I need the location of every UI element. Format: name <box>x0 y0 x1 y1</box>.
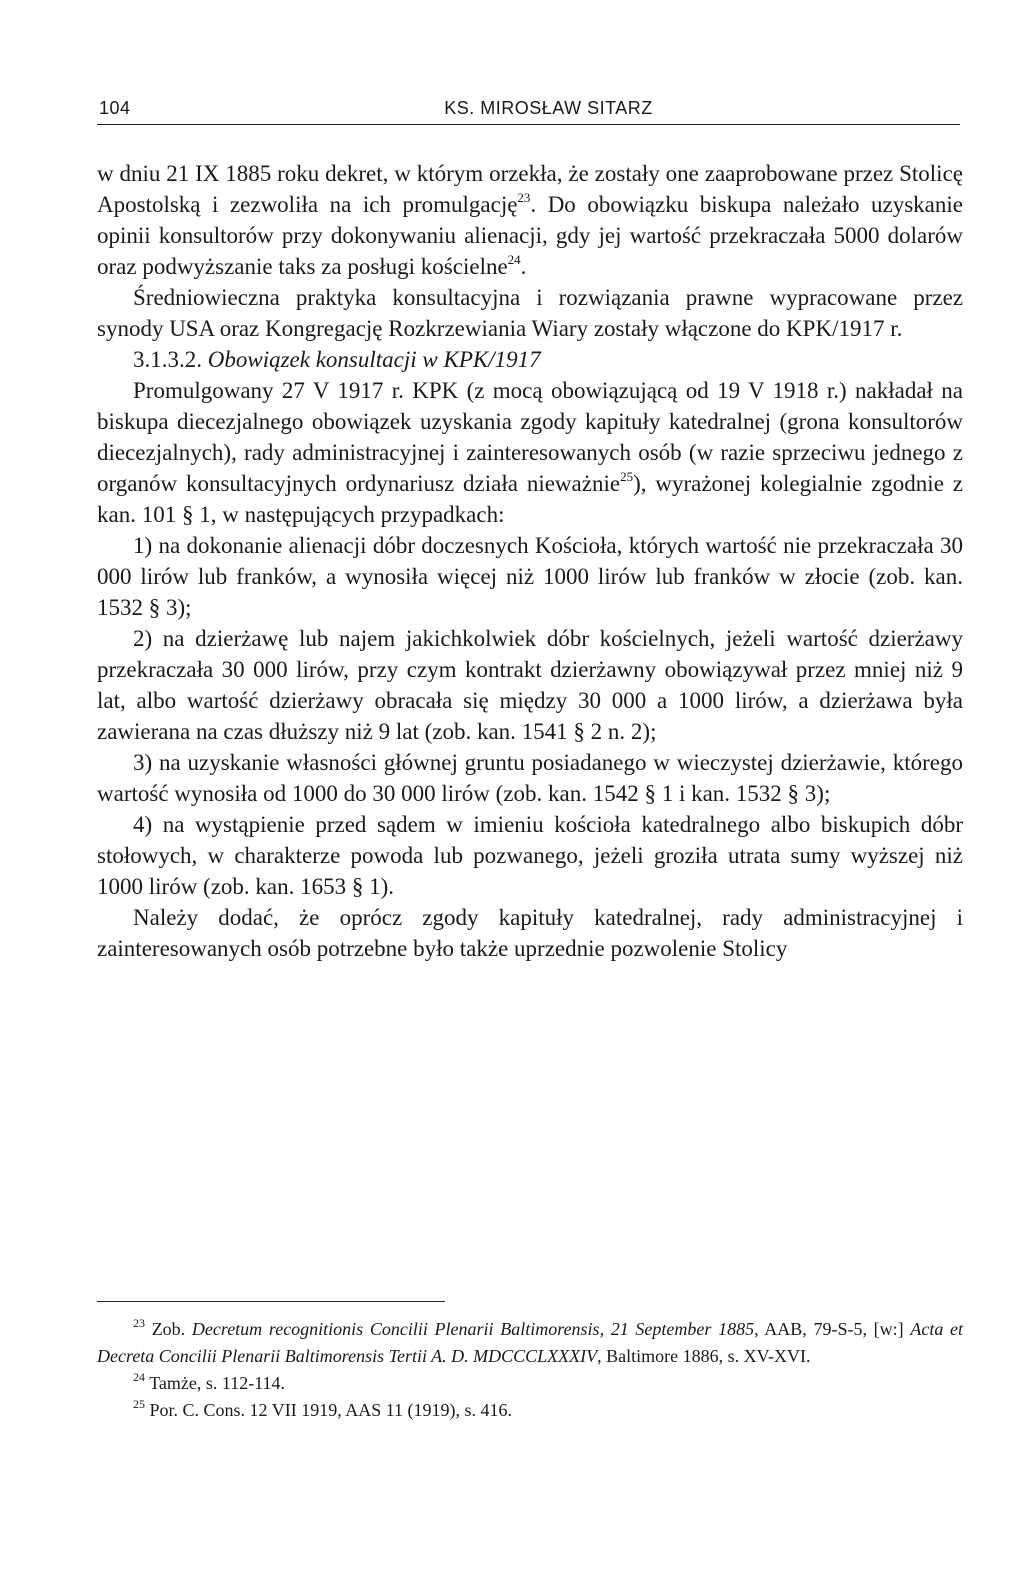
paragraph-1-text-b: . Do obowiązku biskupa należało uzyskanie opinii konsultorów przy dokonywaniu alienacji, gdy jej wartość przekraczała 5000 dolarów oraz podwyższanie taks za posługi kościelne <box>97 192 963 279</box>
footnote-text: , AAB, 79-S-5, [w:] <box>754 1319 911 1339</box>
footnote-title-italic: Decretum recognitionis Concilii Plenarii Baltimorensis, 21 September 1885 <box>191 1319 755 1339</box>
footnote-text: Tamże, s. 112-114. <box>149 1373 286 1393</box>
paragraph-4: Należy dodać, że oprócz zgody kapituły katedralnej, rady administracyjnej i zainteresowanych osób potrzebne było także uprzednie pozwolenie Stolicy <box>97 905 963 961</box>
footnote-text: Por. C. Cons. 12 VII 1919, AAS 11 (1919), s. 416. <box>149 1400 513 1420</box>
footnote-title-italic: Acta et Decreta Concilii Plenarii Baltimorensis Tertii A. D. MDCCCLXXXIV <box>97 1319 964 1366</box>
paragraph-1-text-c: . <box>520 254 527 279</box>
footnote-text: , Baltimore 1886, s. XV-XVI. <box>597 1346 811 1366</box>
list-item-2: 2) na dzierżawę lub najem jakichkolwiek dóbr kościelnych, jeżeli wartość dzierżawy przekraczała 30 000 lirów, przy czym kontrakt dzierżawny obowiązywał przez mniej niż 9 lat, albo wartość dzierżawy obracała się między 30 000 a 1000 lirów, a dzierżawa była zawierana na czas dłuższy niż 9 lat (zob. kan. 1541 § 2 n. 2); <box>97 626 963 744</box>
footnote-ref-24: 24 <box>507 252 521 267</box>
section-title: Obowiązek konsultacji w KPK/1917 <box>207 347 541 372</box>
main-text <box>97 158 963 964</box>
footnote-ref-23: 23 <box>517 190 531 205</box>
footnote-text: Zob. <box>151 1319 192 1339</box>
section-number: 3.1.3.2. <box>133 347 202 372</box>
footnote-ref-25: 25 <box>620 469 634 484</box>
footnote-number: 24 <box>133 1370 145 1384</box>
footnote-number: 25 <box>133 1397 145 1411</box>
list-item-3: 3) na uzyskanie własności głównej gruntu posiadanego w wieczystej dzierżawie, którego wartość wynosiła od 1000 do 30 000 lirów (zob. kan. 1542 § 1 i kan. 1532 § 3); <box>97 750 963 806</box>
paragraph-1 <box>97 158 963 282</box>
footnote-24 <box>97 1370 963 1397</box>
section-heading <box>97 344 963 375</box>
footnote-25 <box>97 1397 963 1424</box>
list-item-4: 4) na wystąpienie przed sądem w imieniu kościoła katedralnego albo biskupich dóbr stołowych, w charakterze powoda lub pozwanego, jeżeli groziła utrata sumy wyższej niż 1000 lirów (zob. kan. 1653 § 1). <box>97 812 963 899</box>
footnote-23 <box>97 1316 963 1370</box>
footnotes <box>97 1316 963 1424</box>
paragraph-3-text-a: Promulgowany 27 V 1917 r. KPK (z mocą obowiązującą od 19 V 1918 r.) nakładał na biskupa diecezjalnego obowiązek uzyskania zgody kapituły katedralnej (grona konsultorów diecezjalnych), rady administracyjnej i zainteresowanych osób (w razie sprzeciwu jednego z organów konsultacyjnych ordynariusz działa nieważnie <box>97 378 963 496</box>
paragraph-3-text-b: ), wyrażonej kolegialnie zgodnie z kan. 101 § 1, w następujących przypadkach: <box>97 471 963 527</box>
page-number: 104 <box>99 98 131 118</box>
paragraph-3 <box>97 375 963 530</box>
page-header <box>97 96 960 125</box>
paragraph-2: Średniowieczna praktyka konsultacyjna i rozwiązania prawne wypracowane przez synody USA oraz Kongregację Rozkrzewiania Wiary zostały włączone do KPK/1917 r. <box>97 285 963 341</box>
footnote-number: 23 <box>133 1316 145 1330</box>
running-head: KS. MIROSŁAW SITARZ <box>444 98 653 118</box>
paragraph-1-text-a: w dniu 21 IX 1885 roku dekret, w którym orzekła, że zostały one zaaprobowane przez Stolicę Apostolską i zezwoliła na ich promulgację <box>97 161 963 217</box>
footnote-separator <box>97 1301 445 1302</box>
list-item-1: 1) na dokonanie alienacji dóbr doczesnych Kościoła, których wartość nie przekraczała 30 000 lirów lub franków, a wynosiła więcej niż 1000 lirów lub franków w złocie (zob. kan. 1532 § 3); <box>97 533 963 620</box>
